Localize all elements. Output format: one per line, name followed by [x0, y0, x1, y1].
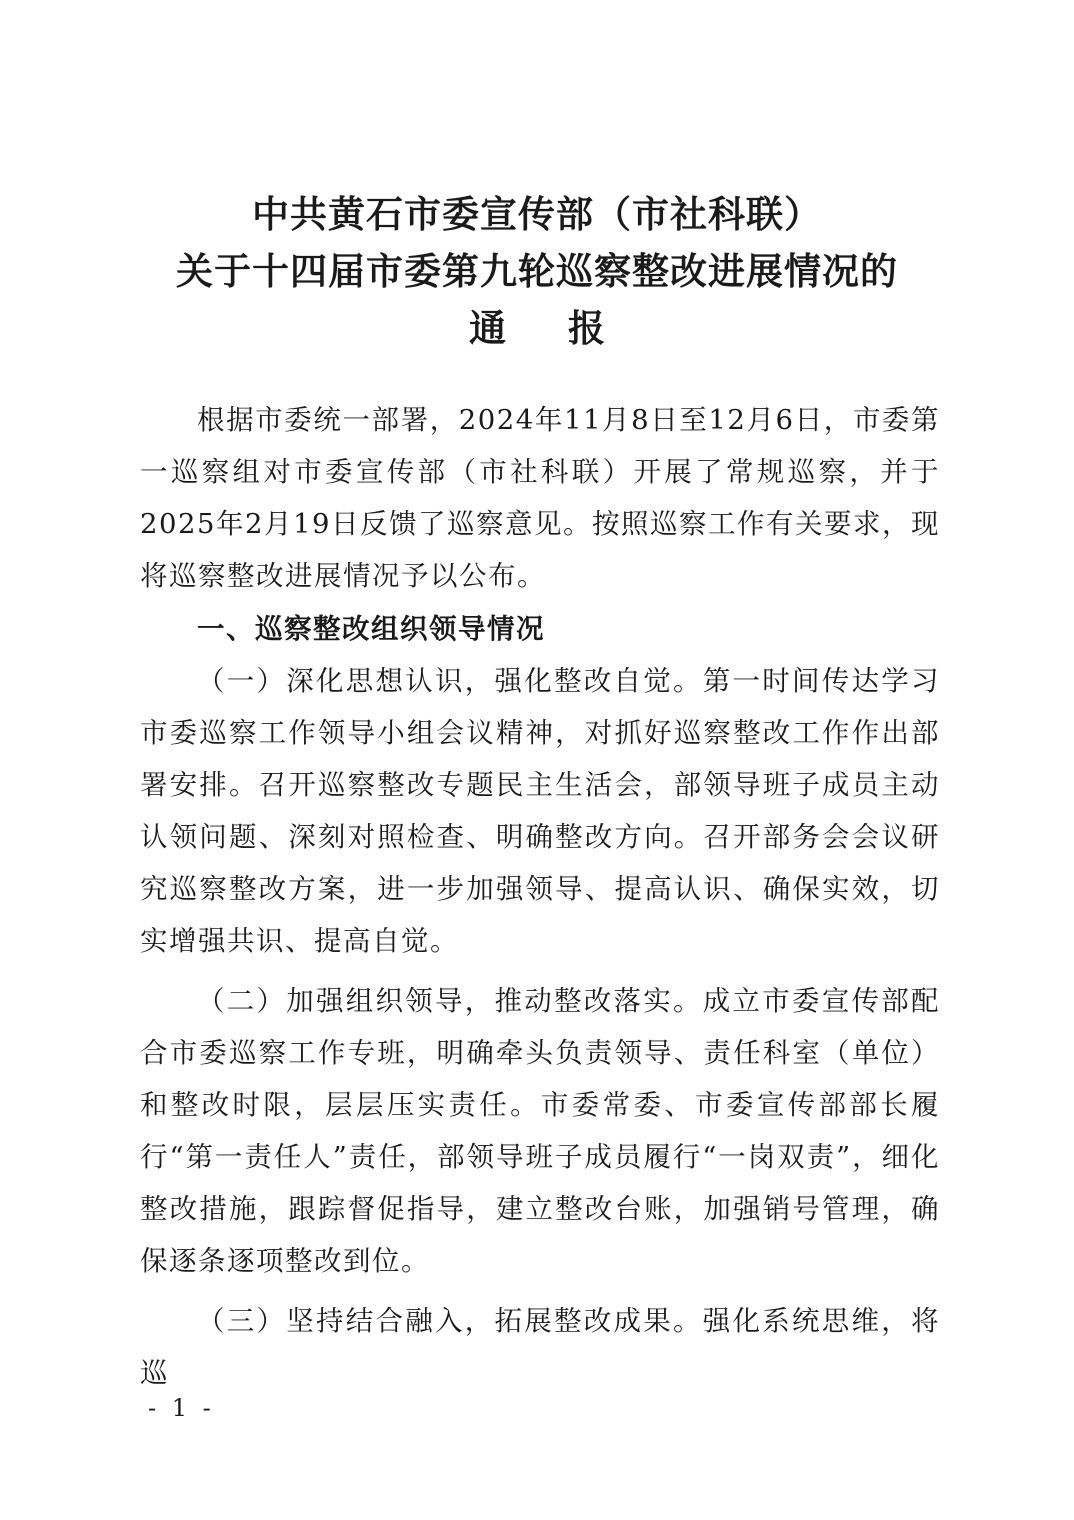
page-number: - 1 -: [148, 1394, 215, 1422]
section-heading: 一、巡察整改组织领导情况: [197, 613, 545, 645]
document-title: [0, 186, 1074, 357]
title-line-3: 通报: [469, 306, 667, 350]
subsection-paragraph-2: （二）加强组织领导，推动整改落实。成立市委宣传部配合市委巡察工作专班，明确牵头负责领导、责任科室（单位）和整改时限，层层压实责任。市委常委、市委宣传部部长履行“第一责任人”责任，部领导班子成员履行“一岗双责”，细化整改措施，跟踪督促指导，建立整改台账，加强销号管理，确保逐条逐项整改到位。: [140, 985, 940, 1277]
subsection-paragraph-1: （一）深化思想认识，强化整改自觉。第一时间传达学习市委巡察工作领导小组会议精神，对抓好巡察整改工作作出部署安排。召开巡察整改专题民主生活会，部领导班子成员主动认领问题、深刻对照检查、明确整改方向。召开部务会会议研究巡察整改方案，进一步加强领导、提高认识、确保实效，切实增强共识、提高自觉。: [140, 665, 940, 957]
subsection-paragraph-3: （三）坚持结合融入，拓展整改成果。强化系统思维，将巡: [140, 1305, 940, 1389]
intro-paragraph: 根据市委统一部署，2024年11月8日至12月6日，市委第一巡察组对市委宣传部（市社科联）开展了常规巡察，并于2025年2月19日反馈了巡察意见。按照巡察工作有关要求，现将巡察整改进展情况予以公布。: [140, 404, 940, 592]
title-line-1: 中共黄石市委宣传部（市社科联）: [252, 192, 822, 236]
document-body: [140, 394, 940, 1399]
title-line-2: 关于十四届市委第九轮巡察整改进展情况的: [176, 249, 898, 293]
